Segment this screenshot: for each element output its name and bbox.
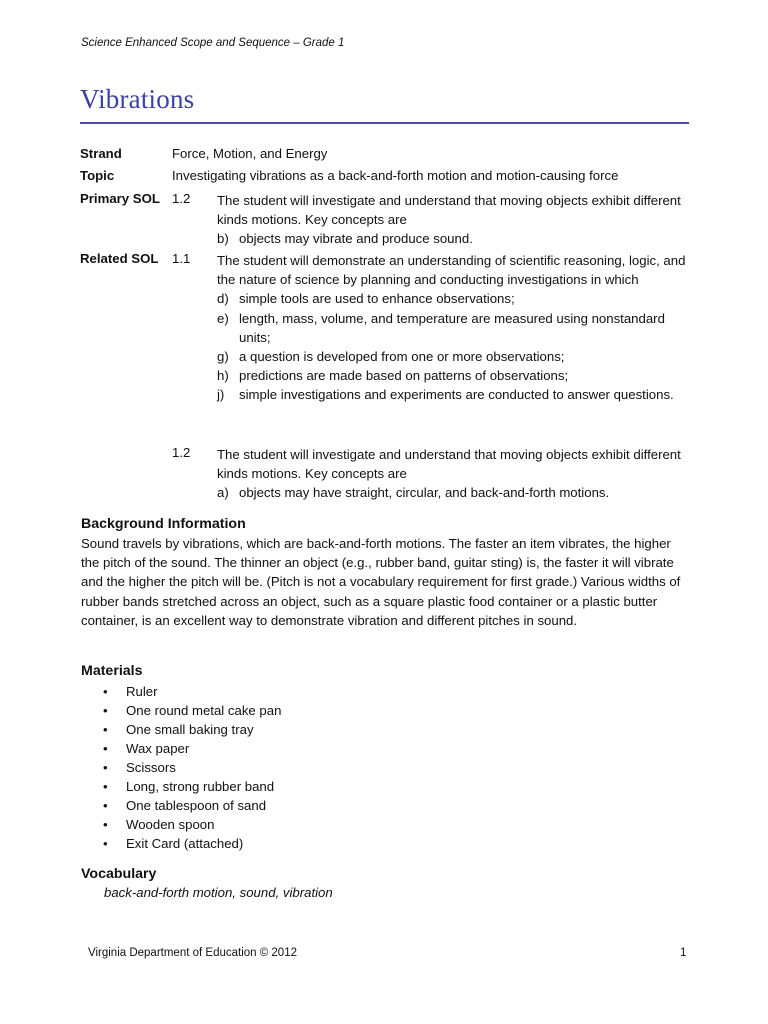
related-sol-item — [217, 309, 692, 347]
bullet-icon: • — [103, 798, 108, 813]
bullet-icon: • — [103, 779, 108, 794]
footer-copyright: Virginia Department of Education © 2012 — [88, 947, 297, 959]
related-sol-label: Related SOL — [80, 251, 159, 266]
item-text: simple investigations and experiments are conducted to answer questions. — [239, 387, 674, 403]
topic-label: Topic — [80, 168, 115, 183]
item-letter: h) — [217, 368, 229, 384]
item-letter: d) — [217, 291, 229, 307]
material-text: Wooden spoon — [126, 817, 215, 832]
list-item — [81, 796, 281, 815]
bullet-icon: • — [103, 703, 108, 718]
list-item — [81, 834, 281, 853]
background-paragraph: Sound travels by vibrations, which are back-and-forth motions. The faster an item vibrates, the higher the pitch of the sound. The thinner an object (e.g., rubber band, guitar sting) is, the faster it will vibrate and the higher the pitch will be. (Pitch is not a vocabulary requirement for first grade.) Various widths of rubber bands stretched across an object, such as a square plastic food container or a plastic butter container, is an excellent way to demonstrate vibration and different pitches in sound. — [81, 536, 681, 628]
item-letter: a) — [217, 485, 229, 501]
vocabulary-heading: Vocabulary — [81, 866, 157, 882]
material-text: One small baking tray — [126, 722, 254, 737]
item-letter: b) — [217, 231, 229, 247]
list-item — [81, 777, 281, 796]
bullet-icon: • — [103, 836, 108, 851]
bullet-icon: • — [103, 760, 108, 775]
item-text: a question is developed from one or more observations; — [239, 349, 565, 365]
page-number: 1 — [680, 947, 687, 959]
item-text: simple tools are used to enhance observations; — [239, 291, 515, 307]
material-text: Long, strong rubber band — [126, 779, 275, 794]
material-text: Exit Card (attached) — [126, 836, 244, 851]
item-text: predictions are made based on patterns of observations; — [239, 368, 569, 384]
related-sol-item — [217, 385, 692, 404]
related-sol-number: 1.1 — [172, 251, 191, 266]
item-letter: e) — [217, 310, 229, 326]
strand-value: Force, Motion, and Energy — [172, 146, 328, 161]
item-text: objects may have straight, circular, and back-and-forth motions. — [239, 485, 610, 501]
background-heading: Background Information — [81, 516, 246, 532]
bullet-icon: • — [103, 741, 108, 756]
materials-heading: Materials — [81, 663, 143, 679]
related-sol-number: 1.2 — [172, 445, 191, 460]
strand-label: Strand — [80, 146, 122, 161]
bullet-icon: • — [103, 684, 108, 699]
list-item — [81, 739, 281, 758]
running-head: Science Enhanced Scope and Sequence – Grade 1 — [81, 37, 345, 49]
list-item — [81, 720, 281, 739]
primary-sol-text: The student will investigate and understand that moving objects exhibit different kinds motions. Key concepts are — [217, 193, 681, 228]
material-text: Ruler — [126, 684, 158, 699]
item-letter: j) — [217, 387, 225, 403]
material-text: One round metal cake pan — [126, 703, 282, 718]
title-divider — [80, 122, 689, 124]
related-sol-item — [217, 289, 692, 308]
related-sol-block — [217, 445, 692, 503]
item-letter: g) — [217, 349, 229, 365]
item-text: objects may vibrate and produce sound. — [239, 231, 473, 247]
related-sol-item — [217, 347, 692, 366]
primary-sol-block — [217, 191, 692, 249]
primary-sol-number: 1.2 — [172, 191, 191, 206]
item-text: length, mass, volume, and temperature are measured using nonstandard units; — [239, 310, 665, 345]
materials-list — [81, 682, 281, 853]
topic-value: Investigating vibrations as a back-and-forth motion and motion-causing force — [172, 168, 619, 183]
bullet-icon: • — [103, 817, 108, 832]
material-text: Scissors — [126, 760, 176, 775]
related-sol-text: The student will demonstrate an understanding of scientific reasoning, logic, and the nature of science by planning and conducting investigations in which — [217, 253, 686, 288]
related-sol-item — [217, 483, 692, 502]
list-item — [81, 758, 281, 777]
list-item — [81, 815, 281, 834]
page-title: Vibrations — [80, 84, 195, 114]
list-item — [81, 682, 281, 701]
material-text: One tablespoon of sand — [126, 798, 267, 813]
related-sol-text: The student will investigate and understand that moving objects exhibit different kinds motions. Key concepts are — [217, 447, 681, 482]
primary-sol-label: Primary SOL — [80, 191, 160, 206]
material-text: Wax paper — [126, 741, 190, 756]
related-sol-block — [217, 251, 692, 405]
list-item — [81, 701, 281, 720]
related-sol-item — [217, 366, 692, 385]
primary-sol-item — [217, 229, 692, 248]
bullet-icon: • — [103, 722, 108, 737]
vocabulary-terms: back-and-forth motion, sound, vibration — [104, 885, 333, 900]
